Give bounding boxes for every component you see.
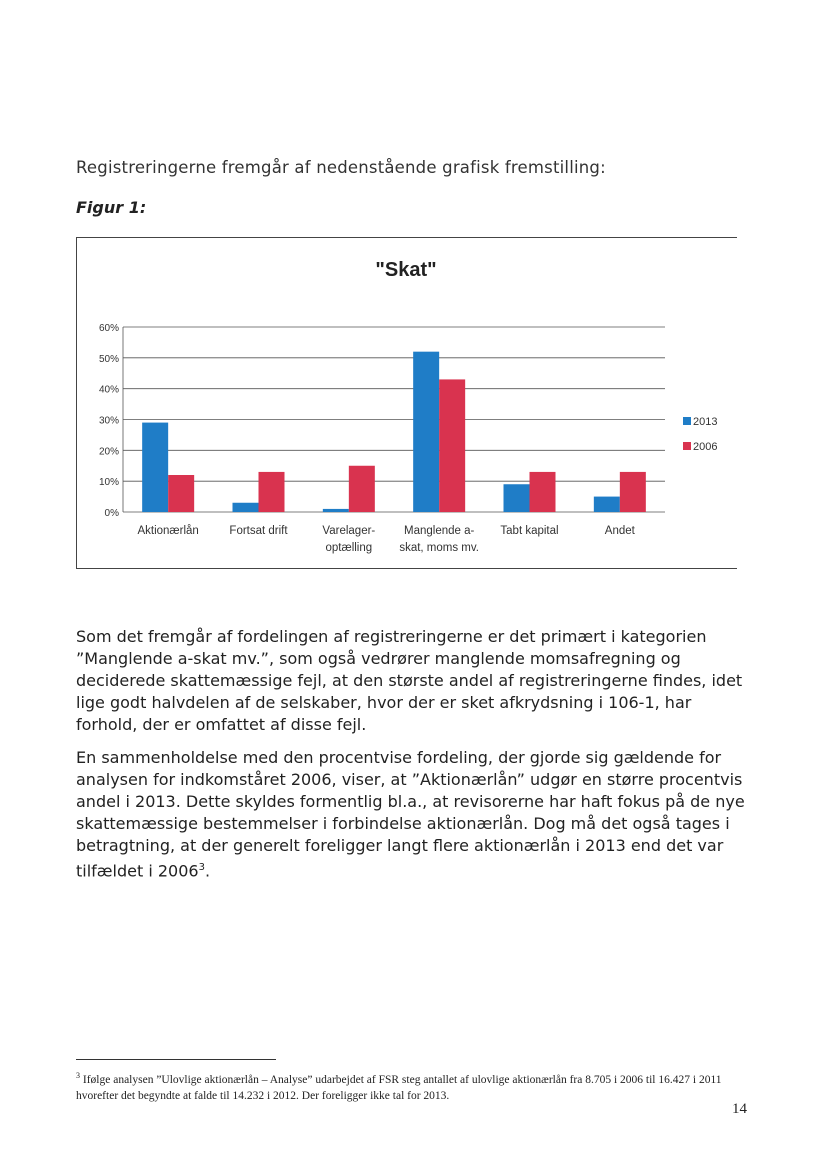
x-tick-label: Aktionærlån bbox=[137, 525, 199, 537]
y-tick-label: 20% bbox=[98, 446, 119, 458]
bar-2006-0 bbox=[168, 475, 194, 512]
legend-swatch-2006 bbox=[683, 442, 691, 450]
legend-label-2006: 2006 bbox=[693, 441, 718, 453]
bar-2006-2 bbox=[349, 466, 375, 512]
bar-2013-3 bbox=[413, 352, 439, 512]
bar-2013-4 bbox=[504, 484, 530, 512]
bar-2006-5 bbox=[620, 472, 646, 512]
y-tick-label: 40% bbox=[98, 384, 119, 396]
chart-title: "Skat" bbox=[375, 259, 437, 281]
y-tick-label: 10% bbox=[98, 477, 119, 489]
bar-2013-1 bbox=[233, 503, 259, 512]
footnote-text: Ifølge analysen ”Ulovlige aktionærlån – Analyse” udarbejdet af FSR steg antallet af ulovlige aktionærlån fra 8.705 i 2006 til 16.427 i 2011 hvorefter det begyndte at falde til 14.232 i 2012. Der foreligger ikke tal for 2013. bbox=[76, 1073, 722, 1102]
footnote-divider bbox=[76, 1059, 276, 1060]
paragraph-2 bbox=[76, 747, 748, 882]
x-tick-label: skat, moms mv. bbox=[399, 542, 479, 554]
legend-swatch-2013 bbox=[683, 417, 691, 425]
x-tick-label: Manglende a- bbox=[404, 525, 475, 537]
figure-label: Figur 1: bbox=[76, 198, 147, 217]
x-tick-label: optælling bbox=[325, 542, 373, 554]
paragraph-2-end: . bbox=[204, 861, 211, 881]
chart-frame bbox=[76, 237, 737, 569]
bar-2013-2 bbox=[323, 509, 349, 512]
x-tick-label: Fortsat drift bbox=[229, 525, 288, 537]
footnote-reference: 3 bbox=[198, 862, 205, 873]
y-tick-label: 50% bbox=[98, 353, 119, 365]
x-tick-label: Varelager- bbox=[322, 525, 376, 537]
page-number: 14 bbox=[732, 1101, 747, 1117]
paragraph-2-text: En sammenholdelse med den procentvise fordeling, der gjorde sig gældende for analysen for indkomståret 2006, viser, at ”Aktionærlån” udgør en større procentvis andel i 2013. Dette skyldes formentlig bl.a., at revisorerne har haft fokus på de nye skattemæssige bestemmelser i forbindelse aktionærlån. Dog må det også tages i betragtning, at der generelt foreligger langt flere aktionærlån i 2013 end det var tilfældet i 2006 bbox=[76, 748, 745, 881]
footnote bbox=[76, 1068, 756, 1104]
x-tick-label: Tabt kapital bbox=[500, 525, 559, 537]
legend-label-2013: 2013 bbox=[693, 416, 718, 428]
bar-2013-5 bbox=[594, 497, 620, 512]
footnote-marker: 3 bbox=[76, 1071, 80, 1080]
bar-2013-0 bbox=[142, 423, 168, 512]
intro-text: Registreringerne fremgår af nedenstående grafisk fremstilling: bbox=[76, 158, 606, 177]
bar-2006-4 bbox=[530, 472, 556, 512]
bar-chart bbox=[77, 238, 737, 568]
paragraph-1: Som det fremgår af fordelingen af registreringerne er det primært i kategorien ”Manglende a-skat mv.”, som også vedrører manglende momsafregning og deciderede skattemæssige fejl, at den største andel af registreringerne findes, idet lige godt halvdelen af de selskaber, hvor der er sket afkrydsning i 106-1, har forhold, der er omfattet af disse fejl. bbox=[76, 627, 743, 734]
y-tick-label: 0% bbox=[104, 508, 119, 519]
bar-2006-1 bbox=[259, 472, 285, 512]
y-tick-label: 60% bbox=[98, 323, 119, 334]
bar-2006-3 bbox=[439, 379, 465, 512]
x-tick-label: Andet bbox=[604, 525, 635, 537]
y-tick-label: 30% bbox=[98, 415, 119, 427]
